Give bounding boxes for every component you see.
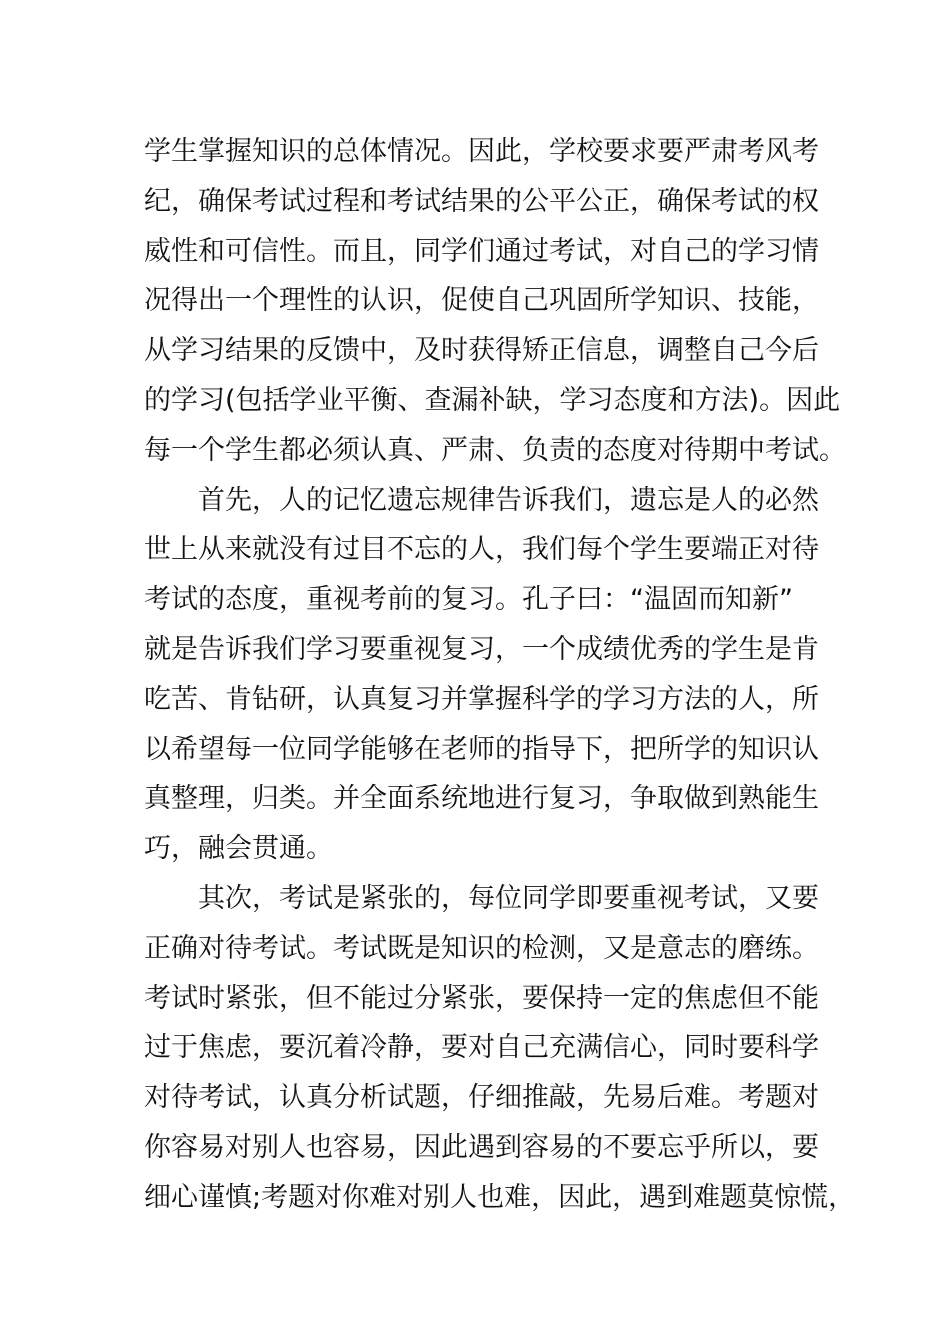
text-line: 对待考试，认真分析试题，仔细推敲，先易后难。考题对: [144, 1082, 819, 1114]
text-line: 考试的态度，重视考前的复习。孔子曰：“温固而知新”: [144, 584, 793, 616]
body-text: [144, 127, 856, 1223]
text-line: 考试时紧张，但不能过分紧张，要保持一定的焦虑但不能: [144, 982, 819, 1014]
text-line: 就是告诉我们学习要重视复习，一个成绩优秀的学生是肯: [144, 633, 819, 665]
paragraph-first-line: 其次，考试是紧张的，每位同学即要重视考试，又要: [198, 882, 819, 914]
text-line: 威性和可信性。而且，同学们通过考试，对自己的学习情: [144, 235, 819, 267]
text-line: 以希望每一位同学能够在老师的指导下，把所学的知识认: [144, 733, 819, 765]
text-line: 学生掌握知识的总体情况。因此，学校要求要严肃考风考: [144, 136, 819, 167]
text-line: 纪，确保考试过程和考试结果的公平公正，确保考试的权: [144, 185, 819, 217]
text-line: 的学习(包括学业平衡、查漏补缺，学习态度和方法)。因此: [144, 384, 841, 416]
text-line: 从学习结果的反馈中，及时获得矫正信息，调整自己今后: [144, 335, 819, 367]
text-line: 细心谨慎;考题对你难对别人也难，因此，遇到难题莫惊慌，: [144, 1181, 856, 1213]
text-line: 过于焦虑，要沉着冷静，要对自己充满信心，同时要科学: [144, 1032, 819, 1064]
text-line: 正确对待考试。考试既是知识的检测，又是意志的磨练。: [144, 932, 819, 964]
text-line: 每一个学生都必须认真、严肃、负责的态度对待期中考试。: [144, 434, 846, 466]
text-line: 巧，融会贯通。: [144, 833, 333, 865]
text-line: 况得出一个理性的认识，促使自己巩固所学知识、技能，: [144, 285, 819, 317]
text-line: 世上从来就没有过目不忘的人，我们每个学生要端正对待: [144, 534, 819, 566]
paragraph-first-line: 首先，人的记忆遗忘规律告诉我们，遗忘是人的必然: [198, 484, 819, 516]
text-line: 真整理，归类。并全面系统地进行复习，争取做到熟能生: [144, 783, 819, 815]
text-line: 吃苦、肯钻研，认真复习并掌握科学的学习方法的人，所: [144, 683, 819, 715]
text-line: 你容易对别人也容易，因此遇到容易的不要忘乎所以，要: [144, 1131, 819, 1163]
